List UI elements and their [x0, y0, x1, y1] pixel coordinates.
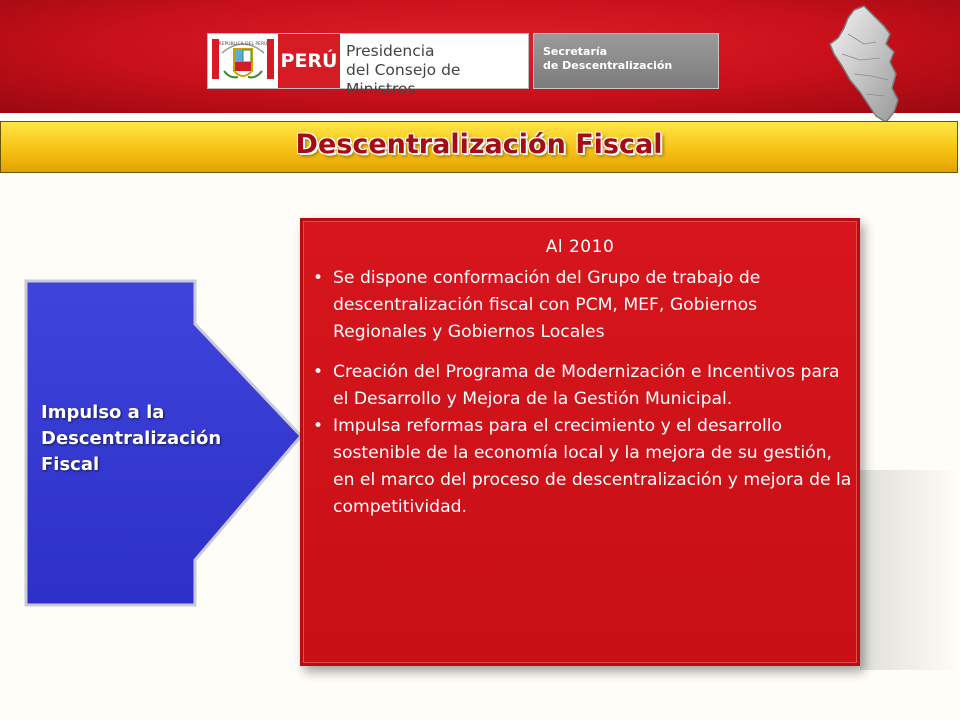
peru-map-icon [824, 4, 902, 128]
secretariat-line2: de Descentralización [543, 59, 673, 72]
impulse-label: Impulso a la Descentralización Fiscal [41, 402, 222, 475]
secretariat-label[interactable] [533, 33, 719, 89]
bullet-item: • Se dispone conformación del Grupo de trabajo de descentralización fiscal con PCM, MEF, Gobiernos Regionales y Gobiernos Locales [313, 265, 853, 346]
title-bar [0, 121, 958, 173]
coat-of-arms-icon [212, 37, 274, 85]
panel-heading: Al 2010 [545, 237, 615, 257]
bullet-item: • Creación del Programa de Modernización e Incentivos para el Desarrollo y Mejora de la Gestión Municipal. [313, 359, 853, 413]
institution-line1: Presidencia [346, 42, 435, 60]
bullet-list [313, 265, 853, 521]
secretariat-line1: Secretaría [543, 45, 608, 58]
svg-text:REPÚBLICA DEL PERÚ: REPÚBLICA DEL PERÚ [218, 42, 268, 47]
page-title: Descentralización Fiscal [295, 129, 663, 160]
header-banner [0, 0, 960, 113]
institution-name [346, 42, 528, 99]
institution-line2: del Consejo de Ministros [346, 61, 461, 98]
bullet-item: • Impulsa reformas para el crecimiento y el desarrollo sostenible de la economía local y la mejora de su gestión, en el marco del proceso de descentralización y mejora de la competitividad. [313, 413, 853, 521]
info-panel [300, 218, 860, 666]
pcm-logo[interactable] [207, 33, 529, 98]
box-shadow-decoration [860, 470, 960, 670]
peru-label: PERÚ [278, 34, 340, 88]
